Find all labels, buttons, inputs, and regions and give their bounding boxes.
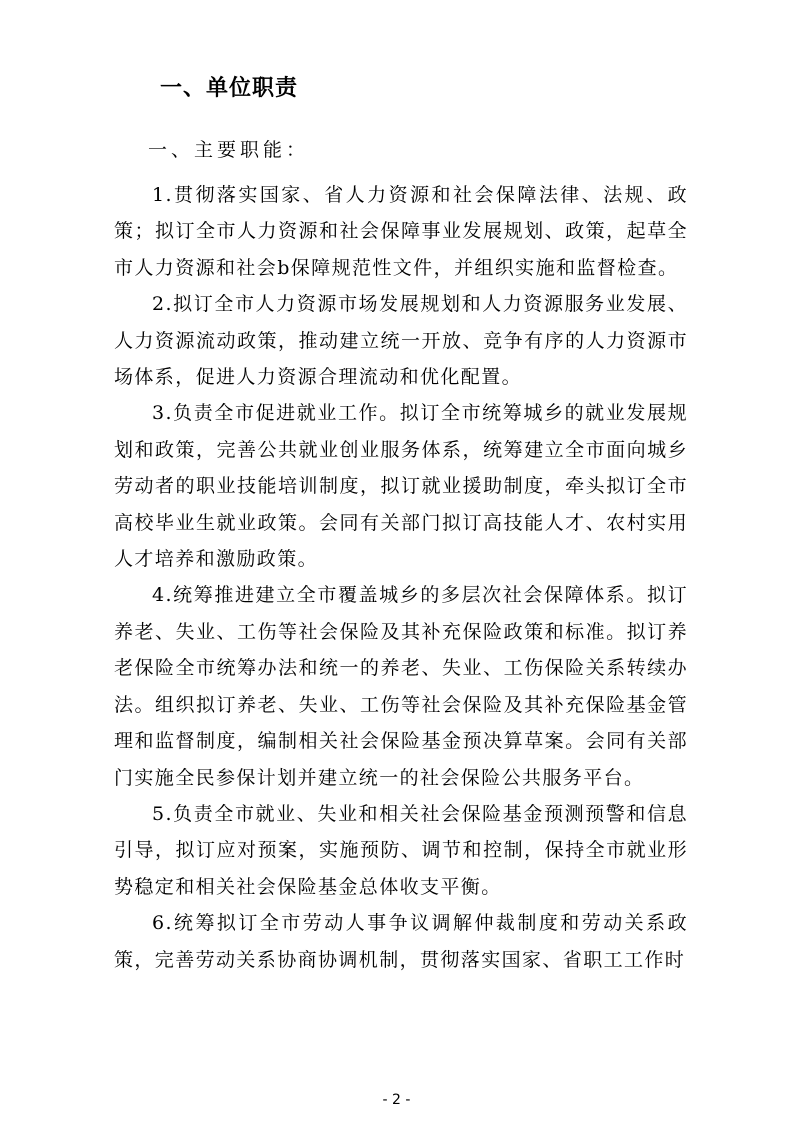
section-title: 一、单位职责	[160, 76, 299, 101]
paragraph-duty-2: 2.拟订全市人力资源市场发展规划和人力资源服务业发展、人力资源流动政策，推动建立统一开放、竞争有序的人力资源市场体系，促进人力资源合理流动和优化配置。	[114, 293, 688, 389]
page-number: - 2 -	[382, 1092, 411, 1108]
paragraph-duty-3: 3.负责全市促进就业工作。拟订全市统筹城乡的就业发展规划和政策，完善公共就业创业服务体系，统筹建立全市面向城乡劳动者的职业技能培训制度，拟订就业援助制度，牵头拟订全市高校毕业生就业政策。会同有关部门拟订高技能人才、农村实用人才培养和激励政策。	[114, 402, 688, 571]
paragraph-duty-1: 1.贯彻落实国家、省人力资源和社会保障法律、法规、政策；拟订全市人力资源和社会保障事业发展规划、政策，起草全市人力资源和社会b保障规范性文件，并组织实施和监督检查。	[114, 184, 688, 279]
subsection-title: 一、主要职能：	[148, 139, 310, 161]
document-body	[114, 177, 688, 978]
paragraph-duty-5: 5.负责全市就业、失业和相关社会保险基金预测预警和信息引导，拟订应对预案，实施预防、调节和控制，保持全市就业形势稳定和相关社会保险基金总体收支平衡。	[114, 802, 688, 898]
paragraph-duty-6: 6.统筹拟订全市劳动人事争议调解仲裁制度和劳动关系政策，完善劳动关系协商协调机制，贯彻落实国家、省职工工作时	[114, 912, 688, 971]
paragraph-duty-4: 4.统筹推进建立全市覆盖城乡的多层次社会保障体系。拟订养老、失业、工伤等社会保险及其补充保险政策和标准。拟订养老保险全市统筹办法和统一的养老、失业、工伤保险关系转续办法。组织拟订养老、失业、工伤等社会保险及其补充保险基金管理和监督制度，编制相关社会保险基金预决算草案。会同有关部门实施全民参保计划并建立统一的社会保险公共服务平台。	[114, 584, 688, 789]
